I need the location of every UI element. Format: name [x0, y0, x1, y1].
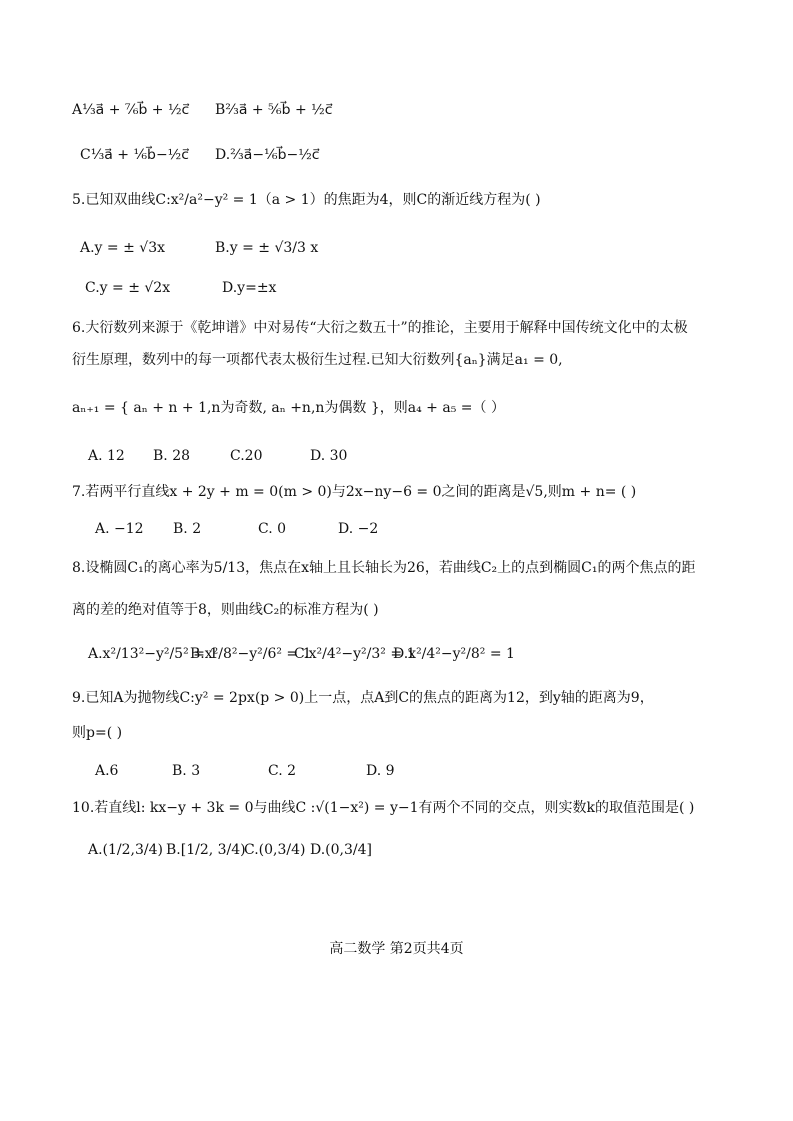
q6-option-a: A. 12: [88, 448, 125, 464]
q4-option-a: A⅓a⃗ + ⁷⁄₆b⃗ + ½c⃗: [72, 102, 190, 118]
q8-option-a: A.x²/13²−y²/5² = 1: [88, 646, 219, 662]
q7-stem: 7.若两平行直线x + 2y + m = 0(m > 0)与2x−ny−6 = 0之间的距离是√5,则m + n= ( ): [72, 484, 637, 500]
q7-option-b: B. 2: [173, 521, 202, 537]
q6-option-c: C.20: [230, 448, 263, 464]
q5-option-b: B.y = ± √3/3 x: [215, 240, 319, 256]
q10-option-a: A.(1/2,3/4): [88, 842, 163, 858]
q10-option-c: C.(0,3/4): [244, 842, 306, 858]
q6-line-1: 6.大衍数列来源于《乾坤谱》中对易传“大衍之数五十”的推论，主要用于解释中国传统文化中的太极: [72, 320, 688, 336]
q5-option-a: A.y = ± √3x: [80, 240, 166, 256]
q9-option-d: D. 9: [366, 763, 395, 779]
q7-option-a: A. −12: [95, 521, 144, 537]
q7-option-c: C. 0: [258, 521, 287, 537]
q6-line-2: 衍生原理，数列中的每一项都代表太极衍生过程.已知大衍数列{aₙ}满足a₁ = 0,: [72, 352, 563, 368]
q5-stem: 5.已知双曲线C:x²/a²−y² = 1（a > 1）的焦距为4，则C的渐近线方程为( ): [72, 192, 541, 208]
q8-option-b: B.x²/8²−y²/6² = 1: [190, 646, 312, 662]
q4-option-c: C⅓a⃗ + ⅙b⃗−½c⃗: [80, 147, 189, 163]
q8-line-1: 8.设椭圆C₁的离心率为5/13，焦点在x轴上且长轴长为26，若曲线C₂上的点到椭圆C₁的两个焦点的距: [72, 560, 696, 576]
q9-option-c: C. 2: [268, 763, 297, 779]
q6-line-3: aₙ₊₁ = { aₙ + n + 1,n为奇数, aₙ +n,n为偶数 }，则a₄ + a₅ =（ ）: [72, 400, 505, 416]
q8-line-2: 离的差的绝对值等于8，则曲线C₂的标准方程为( ): [72, 602, 379, 618]
q4-option-d: D.⅔a⃗−⅙b⃗−½c⃗: [215, 147, 320, 163]
q9-line-2: 则p=( ): [72, 725, 123, 741]
q9-option-b: B. 3: [172, 763, 201, 779]
q10-stem: 10.若直线l: kx−y + 3k = 0与曲线C :√(1−x²) = y−1有两个不同的交点，则实数k的取值范围是( ): [72, 800, 695, 816]
q8-option-c: C.x²/4²−y²/3² = 1: [294, 646, 416, 662]
q8-option-d: D.x²/4²−y²/8² = 1: [393, 646, 515, 662]
q9-line-1: 9.已知A为抛物线C:y² = 2px(p > 0)上一点，点A到C的焦点的距离为12，到y轴的距离为9，: [72, 690, 654, 706]
q6-option-d: D. 30: [310, 448, 348, 464]
q10-option-b: B.[1/2, 3/4): [166, 842, 246, 858]
q10-option-d: D.(0,3/4]: [310, 842, 372, 858]
q6-option-b: B. 28: [153, 448, 191, 464]
q5-option-d: D.y=±x: [222, 280, 277, 296]
page-footer: 高二数学 第2页共4页: [329, 941, 464, 957]
q7-option-d: D. −2: [338, 521, 379, 537]
q4-option-b: B⅔a⃗ + ⁵⁄₆b⃗ + ½c⃗: [215, 102, 333, 118]
q9-option-a: A.6: [95, 763, 119, 779]
q5-option-c: C.y = ± √2x: [85, 280, 171, 296]
